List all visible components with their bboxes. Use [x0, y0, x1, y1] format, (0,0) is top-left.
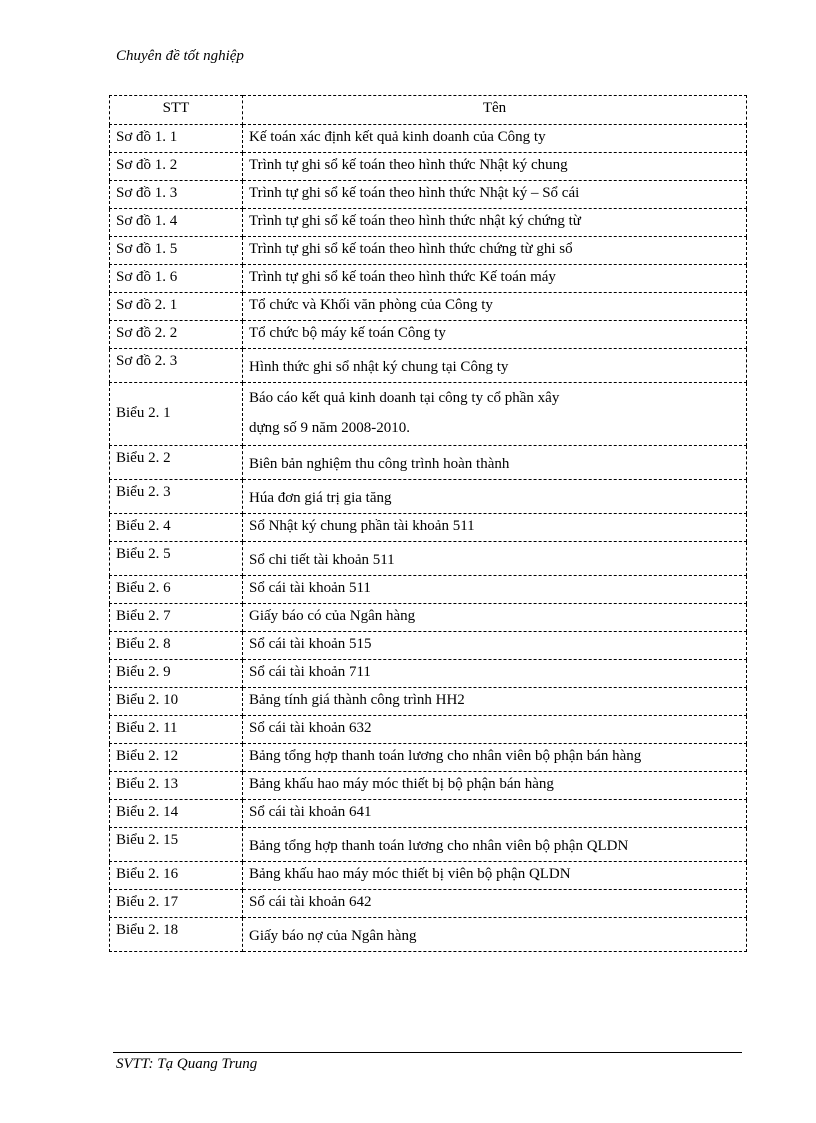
row-name: Hình thức ghi sổ nhật ký chung tại Công ty: [243, 349, 747, 383]
table-row: [110, 383, 747, 446]
row-stt: Biểu 2. 1: [110, 383, 243, 446]
row-stt: Biểu 2. 5: [110, 542, 243, 576]
row-stt: Biểu 2. 8: [110, 632, 243, 660]
table-row: [110, 209, 747, 237]
row-name: Sổ Nhật ký chung phần tài khoản 511: [243, 514, 747, 542]
row-stt: Biểu 2. 2: [110, 446, 243, 480]
row-stt: Biểu 2. 10: [110, 688, 243, 716]
row-name-line: Báo cáo kết quả kinh doanh tại công ty cổ phần xây: [249, 390, 560, 406]
row-stt: Biểu 2. 15: [110, 828, 243, 862]
table-row: [110, 446, 747, 480]
table-header-row: [110, 96, 747, 125]
table-row: [110, 349, 747, 383]
row-stt: Sơ đồ 2. 1: [110, 293, 243, 321]
row-name-line: dựng số 9 năm 2008-2010.: [249, 420, 411, 436]
row-stt: Biểu 2. 14: [110, 800, 243, 828]
row-stt: Sơ đồ 2. 3: [110, 349, 243, 383]
row-name: Sổ cái tài khoản 511: [243, 576, 747, 604]
row-stt: Biểu 2. 13: [110, 772, 243, 800]
table-row: [110, 265, 747, 293]
row-name: Tổ chức bộ máy kế toán Công ty: [243, 321, 747, 349]
table-row: [110, 237, 747, 265]
table-row: [110, 744, 747, 772]
row-stt: Biểu 2. 16: [110, 862, 243, 890]
row-stt: Biểu 2. 12: [110, 744, 243, 772]
row-name: Bảng tổng hợp thanh toán lương cho nhân viên bộ phận bán hàng: [243, 744, 747, 772]
page-header-title: Chuyên đề tốt nghiệp: [116, 48, 244, 64]
table-row: [110, 181, 747, 209]
row-stt: Biểu 2. 4: [110, 514, 243, 542]
table-row: [110, 862, 747, 890]
row-name: Trình tự ghi sổ kế toán theo hình thức nhật ký chứng từ: [243, 209, 747, 237]
row-name: Sổ cái tài khoản 515: [243, 632, 747, 660]
row-name: Trình tự ghi sổ kế toán theo hình thức chứng từ ghi sổ: [243, 237, 747, 265]
table-row: [110, 293, 747, 321]
row-name: Tổ chức và Khối văn phòng của Công ty: [243, 293, 747, 321]
table-row: [110, 800, 747, 828]
table-row: [110, 321, 747, 349]
row-name: Trình tự ghi sổ kế toán theo hình thức Nhật ký – Sổ cái: [243, 181, 747, 209]
table-row: [110, 153, 747, 181]
row-name: [243, 383, 747, 446]
row-stt: Biểu 2. 11: [110, 716, 243, 744]
row-name: Bảng tổng hợp thanh toán lương cho nhân viên bộ phận QLDN: [243, 828, 747, 862]
row-stt: Sơ đồ 1. 5: [110, 237, 243, 265]
column-header-name: Tên: [243, 96, 747, 125]
table-row: [110, 716, 747, 744]
row-name: Bảng tính giá thành công trình HH2: [243, 688, 747, 716]
row-stt: Sơ đồ 1. 6: [110, 265, 243, 293]
row-name: Biên bản nghiệm thu công trình hoàn thành: [243, 446, 747, 480]
row-stt: Biểu 2. 3: [110, 480, 243, 514]
row-stt: Sơ đồ 1. 3: [110, 181, 243, 209]
table-row: [110, 828, 747, 862]
row-name: Kế toán xác định kết quả kinh doanh của Công ty: [243, 125, 747, 153]
table-row: [110, 632, 747, 660]
row-stt: Biểu 2. 18: [110, 918, 243, 952]
row-name: Trình tự ghi sổ kế toán theo hình thức Nhật ký chung: [243, 153, 747, 181]
row-name: Sổ cái tài khoản 632: [243, 716, 747, 744]
table-row: [110, 890, 747, 918]
row-name: Bảng khấu hao máy móc thiết bị viên bộ phận QLDN: [243, 862, 747, 890]
row-name: Sổ cái tài khoản 711: [243, 660, 747, 688]
row-stt: Sơ đồ 1. 4: [110, 209, 243, 237]
row-name: Sổ cái tài khoản 641: [243, 800, 747, 828]
row-name: Bảng khấu hao máy móc thiết bị bộ phận bán hàng: [243, 772, 747, 800]
row-name: Giấy báo nợ của Ngân hàng: [243, 918, 747, 952]
row-stt: Sơ đồ 1. 2: [110, 153, 243, 181]
footer-author: SVTT: Tạ Quang Trung: [116, 1056, 258, 1072]
row-name: Húa đơn giá trị gia tăng: [243, 480, 747, 514]
table-row: [110, 604, 747, 632]
table-row: [110, 480, 747, 514]
row-stt: Sơ đồ 1. 1: [110, 125, 243, 153]
row-stt: Biểu 2. 9: [110, 660, 243, 688]
row-name: Trình tự ghi sổ kế toán theo hình thức Kế toán máy: [243, 265, 747, 293]
row-name: Giấy báo có của Ngân hàng: [243, 604, 747, 632]
row-name: Sổ chi tiết tài khoản 511: [243, 542, 747, 576]
table-row: [110, 125, 747, 153]
row-name: Sổ cái tài khoản 642: [243, 890, 747, 918]
footer-divider: [113, 1052, 742, 1053]
row-stt: Biểu 2. 17: [110, 890, 243, 918]
table-row: [110, 542, 747, 576]
row-stt: Sơ đồ 2. 2: [110, 321, 243, 349]
table-row: [110, 918, 747, 952]
table-row: [110, 514, 747, 542]
row-stt: Biểu 2. 7: [110, 604, 243, 632]
row-stt: Biểu 2. 6: [110, 576, 243, 604]
figures-table: [109, 95, 747, 952]
table-row: [110, 660, 747, 688]
column-header-stt: STT: [110, 96, 243, 125]
table-row: [110, 576, 747, 604]
table-row: [110, 688, 747, 716]
table-row: [110, 772, 747, 800]
